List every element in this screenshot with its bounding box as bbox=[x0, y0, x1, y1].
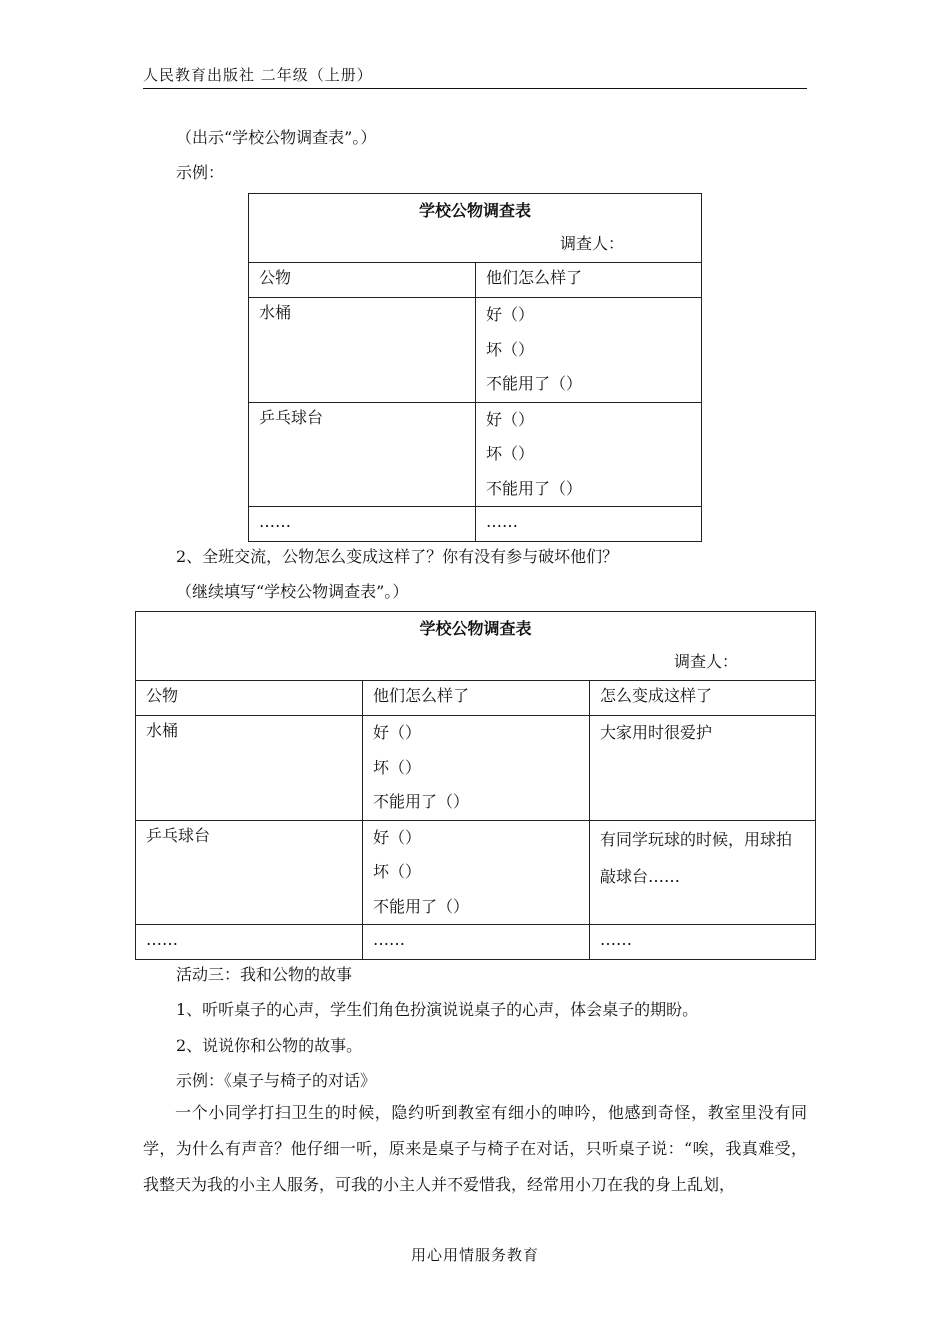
table-title-cell bbox=[136, 612, 816, 681]
item-cell: …… bbox=[249, 507, 476, 542]
status-option: 坏（） bbox=[373, 862, 422, 881]
column-header-item: 公物 bbox=[136, 681, 363, 716]
item-cell: 水桶 bbox=[136, 716, 363, 821]
table-header-row bbox=[136, 681, 816, 716]
reason-text: 大家用时很爱护 bbox=[600, 723, 713, 742]
reason-cell: …… bbox=[590, 925, 816, 960]
item-cell: …… bbox=[136, 925, 363, 960]
activity3-step2: 2、说说你和公物的故事。 bbox=[176, 1036, 363, 1055]
page-footer: 用心用情服务教育 bbox=[410, 1246, 539, 1264]
table-title-row bbox=[249, 194, 702, 263]
status-option: 坏（） bbox=[486, 444, 535, 463]
reason-cell bbox=[590, 716, 816, 821]
table-header-row bbox=[249, 263, 702, 298]
table-row bbox=[249, 298, 702, 403]
status-option: 好（） bbox=[373, 723, 422, 742]
status-cell bbox=[363, 820, 590, 925]
status-option: 好（） bbox=[486, 305, 535, 324]
survey-table-2 bbox=[135, 611, 816, 960]
step2-text: 2、全班交流，公物怎么变成这样了？你有没有参与破坏他们？ bbox=[176, 547, 619, 566]
table-row bbox=[136, 820, 816, 925]
activity3-title: 活动三：我和公物的故事 bbox=[176, 965, 353, 984]
table-row bbox=[249, 507, 702, 542]
column-header-status: 他们怎么样了 bbox=[476, 263, 702, 298]
item-cell: 水桶 bbox=[249, 298, 476, 403]
status-cell bbox=[476, 298, 702, 403]
status-cell bbox=[476, 402, 702, 507]
table-row bbox=[136, 716, 816, 821]
status-option: 好（） bbox=[373, 827, 422, 847]
step2-note: （继续填写“学校公物调查表”。） bbox=[176, 582, 409, 601]
intro-example-label: 示例： bbox=[176, 163, 225, 182]
activity3-step1: 1、听听桌子的心声，学生们角色扮演说说桌子的心声，体会桌子的期盼。 bbox=[176, 1000, 699, 1019]
reason-cell bbox=[590, 820, 816, 925]
column-header-item: 公物 bbox=[249, 263, 476, 298]
status-option: 坏（） bbox=[486, 339, 535, 359]
status-cell bbox=[363, 716, 590, 821]
story-paragraph: 一个小同学打扫卫生的时候，隐约听到教室有细小的呻吟，他感到奇怪，教室里没有同学，为什么有声音？他仔细一听，原来是桌子与椅子在对话，只听桌子说：“唉，我真难受，我整天为我的小主人服务，可我的小主人并不爱惜我，经常用小刀在我的身上乱划， bbox=[143, 1103, 807, 1194]
table-row bbox=[249, 402, 702, 507]
reason-text: 敲球台…… bbox=[600, 866, 681, 886]
surveyor-label: 调查人： bbox=[560, 234, 625, 253]
page-header: 人民教育出版社 二年级（上册） bbox=[143, 64, 807, 89]
column-header-reason: 怎么变成这样了 bbox=[590, 681, 816, 716]
table-title-row bbox=[136, 612, 816, 681]
item-cell: 乒乓球台 bbox=[136, 820, 363, 925]
status-option: 不能用了（） bbox=[373, 792, 470, 811]
table-title: 学校公物调查表 bbox=[419, 619, 532, 638]
status-option: 不能用了（） bbox=[486, 374, 583, 393]
surveyor-label: 调查人： bbox=[674, 652, 739, 671]
status-cell: …… bbox=[476, 507, 702, 542]
status-option: 不能用了（） bbox=[373, 896, 470, 916]
status-option: 坏（） bbox=[373, 757, 422, 777]
item-cell: 乒乓球台 bbox=[249, 402, 476, 507]
reason-text: 有同学玩球的时候，用球拍 bbox=[600, 829, 793, 849]
activity3-example: 示例：《桌子与椅子的对话》 bbox=[176, 1071, 377, 1090]
column-header-status: 他们怎么样了 bbox=[363, 681, 590, 716]
status-option: 好（） bbox=[486, 409, 535, 429]
status-cell: …… bbox=[363, 925, 590, 960]
table-title-cell bbox=[249, 194, 702, 263]
table-row bbox=[136, 925, 816, 960]
table-title: 学校公物调查表 bbox=[418, 201, 531, 220]
survey-table-1 bbox=[248, 193, 702, 542]
intro-show-table: （出示“学校公物调查表”。） bbox=[176, 128, 377, 147]
status-option: 不能用了（） bbox=[486, 478, 583, 498]
